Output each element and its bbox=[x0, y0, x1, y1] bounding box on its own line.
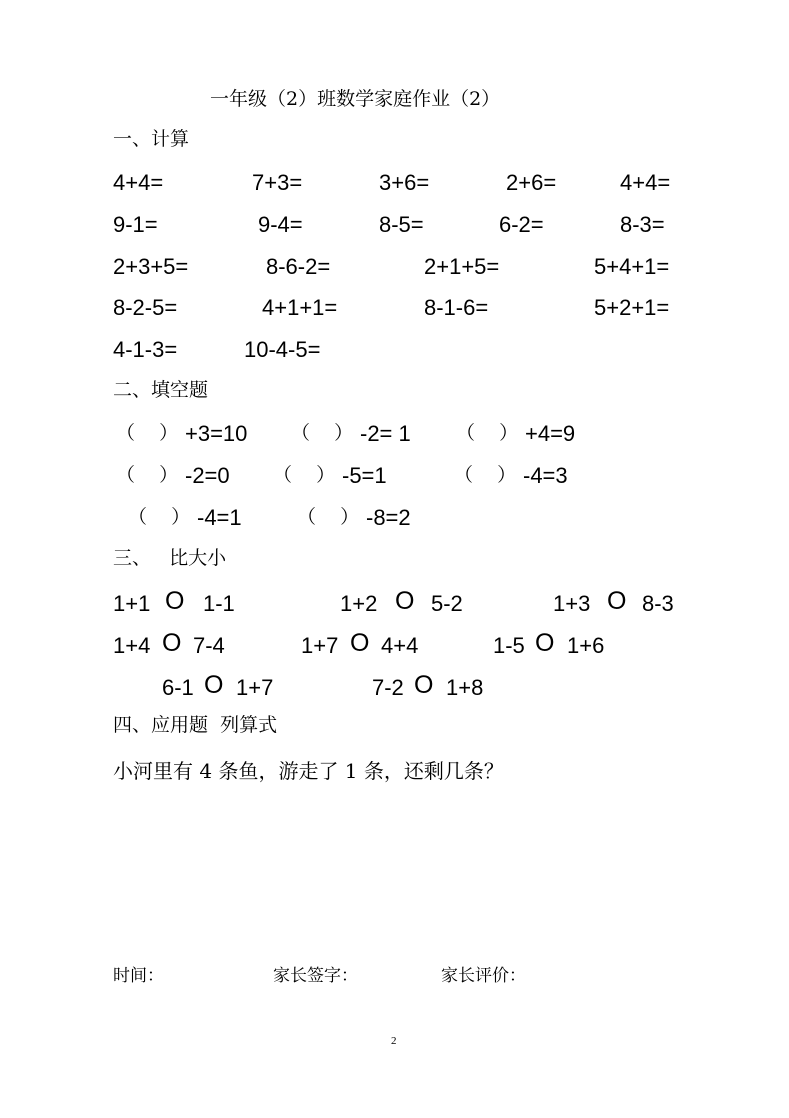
calc-problem: 4+1+1= bbox=[262, 295, 338, 320]
compare-circle-blank: O bbox=[395, 587, 415, 615]
blank-parentheses: （ ） bbox=[116, 422, 179, 444]
compare-right-expression: 1+8 bbox=[446, 675, 484, 700]
fill-blank-expression: -4=3 bbox=[523, 463, 568, 488]
compare-left-expression: 1+7 bbox=[301, 633, 339, 658]
compare-left-expression: 1-5 bbox=[493, 633, 525, 658]
compare-left-expression: 1+2 bbox=[340, 591, 378, 616]
blank-parentheses: （ ） bbox=[116, 464, 179, 486]
compare-right-expression: 7-4 bbox=[193, 633, 225, 658]
calc-problem: 8-3= bbox=[620, 212, 665, 237]
compare-circle-blank: O bbox=[607, 587, 627, 615]
calc-problem: 2+3+5= bbox=[113, 254, 189, 279]
parent-signature-label: 家长签字： bbox=[273, 966, 358, 986]
compare-circle-blank: O bbox=[350, 629, 370, 657]
compare-right-expression: 5-2 bbox=[431, 591, 463, 616]
section-heading-compare: 三、 比大小 bbox=[113, 547, 227, 569]
compare-circle-blank: O bbox=[414, 671, 434, 699]
compare-left-expression: 1+4 bbox=[113, 633, 151, 658]
blank-parentheses: （ ） bbox=[454, 464, 517, 486]
calc-problem: 4+4= bbox=[113, 170, 164, 195]
calc-problem: 6-2= bbox=[499, 212, 544, 237]
calc-problem: 7+3= bbox=[252, 170, 303, 195]
fill-blank-expression: +4=9 bbox=[525, 421, 576, 446]
calc-problem: 8-2-5= bbox=[113, 295, 178, 320]
blank-parentheses: （ ） bbox=[128, 506, 191, 528]
compare-circle-blank: O bbox=[165, 587, 185, 615]
blank-parentheses: （ ） bbox=[297, 506, 360, 528]
calc-problem: 2+6= bbox=[506, 170, 557, 195]
compare-right-expression: 8-3 bbox=[642, 591, 674, 616]
calc-problem: 4+4= bbox=[620, 170, 671, 195]
calc-problem: 5+2+1= bbox=[594, 295, 670, 320]
page-title: 一年级（2）班数学家庭作业（2） bbox=[210, 88, 501, 110]
word-problem-question: 小河里有 4 条鱼，游走了 1 条，还剩几条？ bbox=[113, 759, 504, 783]
calc-problem: 9-4= bbox=[258, 212, 303, 237]
calc-problem: 8-6-2= bbox=[266, 254, 331, 279]
section-heading-word-problem: 四、应用题 列算式 bbox=[113, 714, 278, 736]
compare-circle-blank: O bbox=[162, 629, 182, 657]
compare-circle-blank: O bbox=[204, 671, 224, 699]
blank-parentheses: （ ） bbox=[291, 422, 354, 444]
compare-right-expression: 1-1 bbox=[203, 591, 235, 616]
fill-blank-expression: -5=1 bbox=[342, 463, 387, 488]
compare-right-expression: 1+6 bbox=[567, 633, 605, 658]
calc-problem: 5+4+1= bbox=[594, 254, 670, 279]
time-label: 时间： bbox=[113, 966, 164, 986]
compare-right-expression: 1+7 bbox=[236, 675, 274, 700]
compare-left-expression: 1+1 bbox=[113, 591, 151, 616]
compare-left-expression: 7-2 bbox=[372, 675, 404, 700]
compare-left-expression: 6-1 bbox=[162, 675, 194, 700]
page-number: 2 bbox=[391, 1035, 397, 1047]
fill-blank-expression: -8=2 bbox=[366, 505, 411, 530]
fill-blank-expression: -2=0 bbox=[185, 463, 230, 488]
compare-right-expression: 4+4 bbox=[381, 633, 419, 658]
calc-problem: 8-5= bbox=[379, 212, 424, 237]
calc-problem: 10-4-5= bbox=[244, 337, 321, 362]
blank-parentheses: （ ） bbox=[273, 464, 336, 486]
calc-problem: 2+1+5= bbox=[424, 254, 500, 279]
compare-left-expression: 1+3 bbox=[553, 591, 591, 616]
blank-parentheses: （ ） bbox=[456, 422, 519, 444]
calc-problem: 9-1= bbox=[113, 212, 158, 237]
calc-problem: 8-1-6= bbox=[424, 295, 489, 320]
compare-circle-blank: O bbox=[535, 629, 555, 657]
fill-blank-expression: -4=1 bbox=[197, 505, 242, 530]
section-heading-fill-blank: 二、填空题 bbox=[113, 379, 209, 401]
section-heading-calculation: 一、计算 bbox=[113, 128, 190, 150]
calc-problem: 4-1-3= bbox=[113, 337, 178, 362]
fill-blank-expression: +3=10 bbox=[185, 421, 248, 446]
fill-blank-expression: -2= 1 bbox=[360, 421, 411, 446]
calc-problem: 3+6= bbox=[379, 170, 430, 195]
parent-evaluation-label: 家长评价： bbox=[441, 966, 526, 986]
